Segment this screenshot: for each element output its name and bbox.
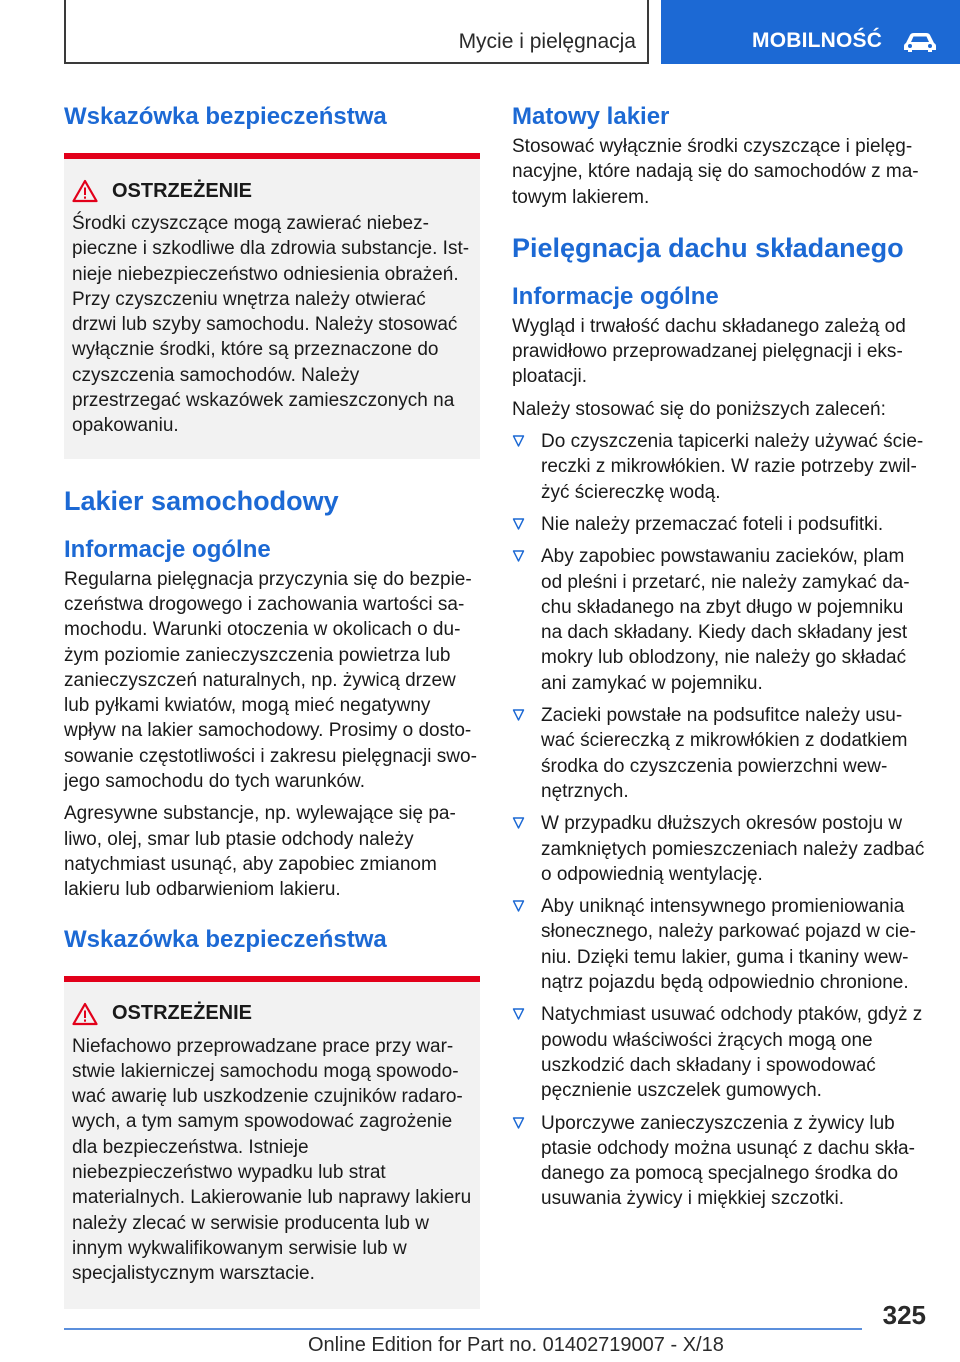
list-item-text: Aby uniknąć intensywnego promieniowania słonecznego, należy parkować pojazd w cieniu. Dzięki temu lakier, guma i tkaniny wewnątrz pojazdu będą odpowiednio chronione. [541, 896, 916, 994]
warning-triangle-icon [72, 1002, 98, 1026]
warning-title: OSTRZEŻENIE [112, 179, 253, 202]
section-heading-matte: Matowy lakier [512, 103, 670, 130]
list-item [512, 1111, 926, 1212]
bullet-triangle-icon [512, 434, 525, 448]
bullet-triangle-icon [512, 517, 525, 531]
list-item [512, 703, 926, 804]
paragraph: Należy stosować się do poniższych zaleceń: [512, 398, 886, 420]
bullet-triangle-icon [512, 899, 525, 913]
section-heading-lacquer: Lakier samochodowy [64, 485, 339, 516]
header-chapter-label: MOBILNOŚĆ [752, 29, 883, 52]
care-list [512, 429, 926, 1212]
car-icon [902, 29, 938, 53]
list-item-text: W przypadku dłuższych okresów postoju w zamkniętych pomieszczeniach należy zadbać o odpowiednią wentylację. [541, 813, 925, 885]
list-item-text: Nie należy przemaczać foteli i podsufitki. [541, 513, 884, 535]
section-heading-roof: Pielęgnacja dachu składanego [512, 232, 904, 263]
warning-title-row [72, 175, 472, 207]
warning-title-row [72, 998, 472, 1030]
list-item-text: Natychmiast usuwać odchody ptaków, gdyż z powodu właściwości żrących mogą one uszkodzić dach składany i spowodować pęcznienie uszczelek gumowych. [541, 1004, 923, 1102]
header-chapter-tab[interactable] [661, 0, 960, 64]
header-rule [66, 62, 649, 64]
paragraph: Wygląd i trwałość dachu składanego zależą od prawidłowo przeprowadzanej pielęgnacji i eksploatacji. [512, 315, 906, 388]
footer-rule [64, 1328, 862, 1330]
list-item-text: Uporczywe zanieczyszczenia z żywicy lub ptasie odchody można usunąć z dachu składanego za pomocą specjalnego środka do usuwania żywicy i miękkiej szczotki. [541, 1112, 915, 1210]
page-number: 325 [882, 1300, 926, 1330]
header-divider-right [647, 0, 649, 64]
warning-box [64, 976, 480, 1309]
list-item [512, 512, 926, 537]
footer-edition: Online Edition for Part no. 01402719007 - X/18 [308, 1334, 724, 1356]
list-item [512, 544, 926, 696]
bullet-triangle-icon [512, 1007, 525, 1021]
list-item [512, 894, 926, 995]
list-item [512, 429, 926, 505]
paragraph: Stosować wyłącznie środki czyszczące i pielęgnacyjne, które nadają się do samochodów z matowym lakierem. [512, 136, 919, 208]
bullet-triangle-icon [512, 708, 525, 722]
list-item [512, 1002, 926, 1103]
warning-title: OSTRZEŻENIE [112, 1002, 253, 1025]
list-item-text: Aby zapobiec powstawaniu zacieków, plam od pleśni i przetarć, nie należy zamykać dachu składanego na zbyt długo w pojemniku na dach składany. Kiedy dach składany jest mokry lub oblodzony, nie należy go składać ani zamykać w pojemniku. [541, 546, 910, 694]
warning-triangle-icon [72, 179, 98, 203]
section-heading-safety: Wskazówka bezpieczeństwa [64, 925, 387, 953]
list-item [512, 811, 926, 887]
paragraph: Agresywne substancje, np. wylewające się paliwo, olej, smar lub ptasie odchody należy natychmiast usunąć, aby zapobiec zmianom lakieru lub odbarwieniom lakieru. [64, 803, 456, 901]
subheading-general: Informacje ogólne [64, 535, 271, 563]
warning-text: Niefachowo przeprowadzane prace przy warstwie lakierniczej samochodu mogą spowodować awarię lub uszkodzenie czujników radarowych, a tym samym spowodować zagrożenie dla bezpieczeństwa. Istnieje niebezpieczeństwo wypadku lub strat materialnych. Lakierowanie lub naprawy lakieru należy zlecać w serwisie producenta lub w innym wykwalifikowanym serwisie lub w specjalistycznym warsztacie. [72, 1035, 472, 1285]
section-heading-safety: Wskazówka bezpieczeństwa [64, 103, 387, 130]
subheading-general: Informacje ogólne [512, 282, 719, 310]
left-column [64, 100, 480, 1309]
header-section-title: Mycie i pielęgnacja [458, 30, 636, 53]
bullet-triangle-icon [512, 1116, 525, 1130]
paragraph: Regularna pielęgnacja przyczynia się do bezpieczeństwa drogowego i zachowania wartości samochodu. Warunki otoczenia w okolicach o dużym poziomie zanieczyszczenia powietrza lub zanieczyszczeń naturalnych, np. żywicą drzew lub pyłkami kwiatów, mogą mieć negatywny wpływ na lakier samochodowy. Prosimy o dostosowanie częstotliwości i zakresu pielęgnacji swojego samochodu do tych warunków. [64, 568, 477, 793]
warning-text: Środki czyszczące mogą zawierać niebezpieczne i szkodliwe dla zdrowia substancje. Istnieje niebezpieczeństwo odniesienia obrażeń. Przy czyszczeniu wnętrza należy otwierać drzwi lub szyby samochodu. Należy stosować wyłącznie środki, które są przeznaczone do czyszczenia samochodów. Należy przestrzegać wskazówek zamieszczonych na opakowaniu. [72, 213, 470, 437]
right-column [512, 100, 926, 1219]
list-item-text: Do czyszczenia tapicerki należy używać ściereczki z mikrowłókien. W razie potrzeby zwilżyć ściereczkę wodą. [541, 431, 924, 503]
bullet-triangle-icon [512, 816, 525, 830]
bullet-triangle-icon [512, 549, 525, 563]
warning-box [64, 153, 480, 459]
list-item-text: Zacieki powstałe na podsufitce należy usuwać ściereczką z mikrowłókien z dodatkiem środka do czyszczenia powierzchni wewnętrznych. [541, 705, 908, 802]
